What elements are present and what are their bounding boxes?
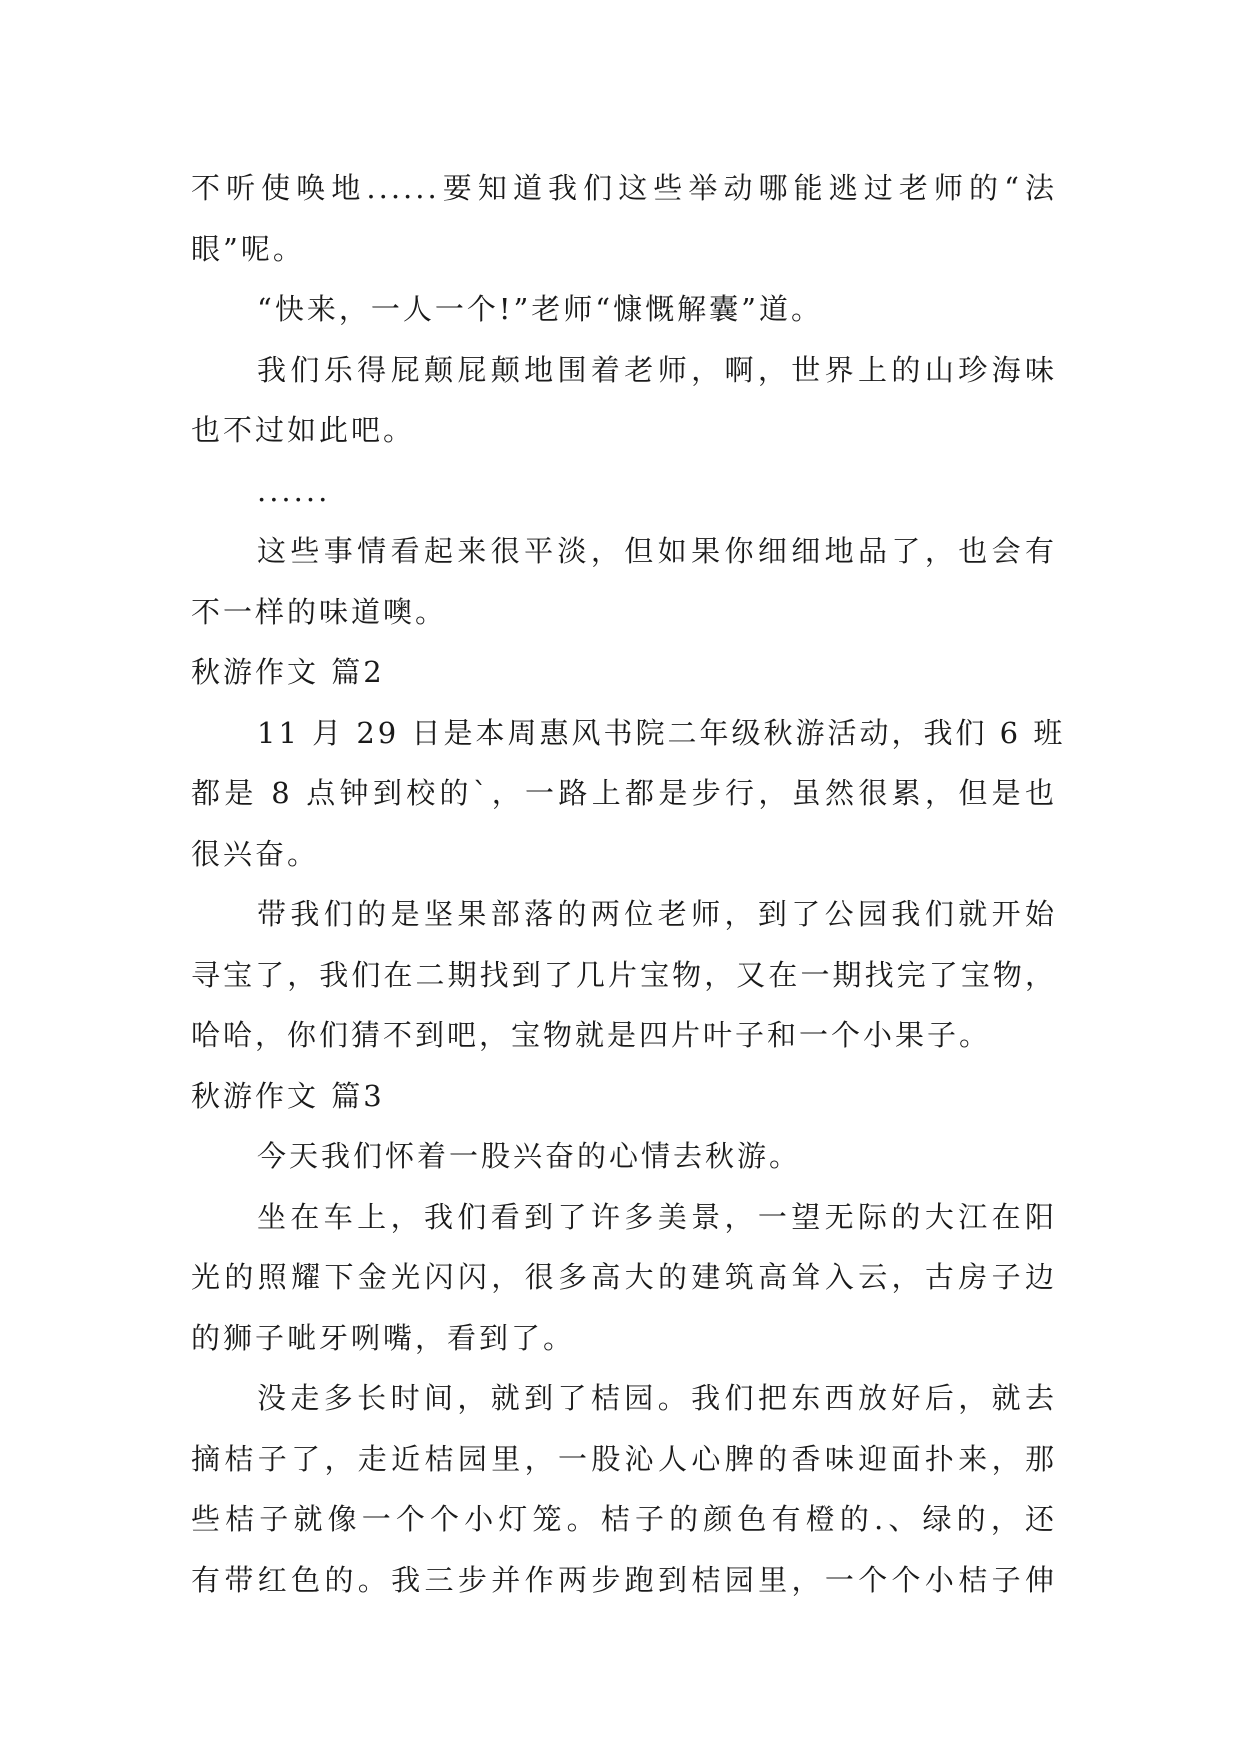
document-body [191, 158, 1066, 1610]
section-heading: 秋游作文 篇2 [191, 655, 385, 689]
text-line: 的狮子呲牙咧嘴，看到了。 [191, 1320, 576, 1355]
text-line: 也不过如此吧。 [191, 413, 416, 447]
text-line: 光的照耀下金光闪闪，很多高大的建筑高耸入云，古房子边 [191, 1260, 1057, 1294]
text-line: 些桔子就像一个个小灯笼。桔子的颜色有橙的.、绿的，还 [191, 1502, 1057, 1536]
section-heading: 秋游作文 篇3 [191, 1078, 385, 1113]
text-line: 眼”呢。 [191, 231, 305, 266]
text-line: 今天我们怀着一股兴奋的心情去秋游。 [257, 1139, 802, 1173]
text-line: 哈哈，你们猜不到吧，宝物就是四片叶子和一个小果子。 [191, 1018, 992, 1052]
text-line: 都是 8 点钟到校的`，一路上都是步行，虽然很累，但是也 [191, 776, 1057, 810]
text-line: 没走多长时间，就到了桔园。我们把东西放好后，就去 [257, 1381, 1057, 1415]
text-line: 寻宝了，我们在二期找到了几片宝物，又在一期找完了宝物， [191, 957, 1057, 992]
text-line: “快来，一人一个!”老师“慷慨解囊”道。 [257, 292, 823, 326]
text-line: 很兴奋。 [191, 836, 320, 871]
text-line: 11 月 29 日是本周惠风书院二年级秋游活动，我们 6 班 [257, 715, 1066, 750]
text-line: 不听使唤地......要知道我们这些举动哪能逃过老师的“法 [191, 171, 1057, 205]
text-line: 有带红色的。我三步并作两步跑到桔园里，一个个小桔子伸 [191, 1562, 1057, 1597]
text-line: 带我们的是坚果部落的两位老师，到了公园我们就开始 [257, 897, 1057, 931]
text-line: 不一样的味道噢。 [191, 594, 448, 629]
text-line: 我们乐得屁颠屁颠地围着老师，啊，世界上的山珍海味 [257, 352, 1057, 387]
text-line: 坐在车上，我们看到了许多美景，一望无际的大江在阳 [257, 1199, 1057, 1234]
text-line: 这些事情看起来很平淡，但如果你细细地品了，也会有 [257, 534, 1057, 568]
text-line: 摘桔子了，走近桔园里，一股沁人心脾的香味迎面扑来，那 [191, 1441, 1057, 1476]
text-line: ...... [257, 473, 331, 508]
